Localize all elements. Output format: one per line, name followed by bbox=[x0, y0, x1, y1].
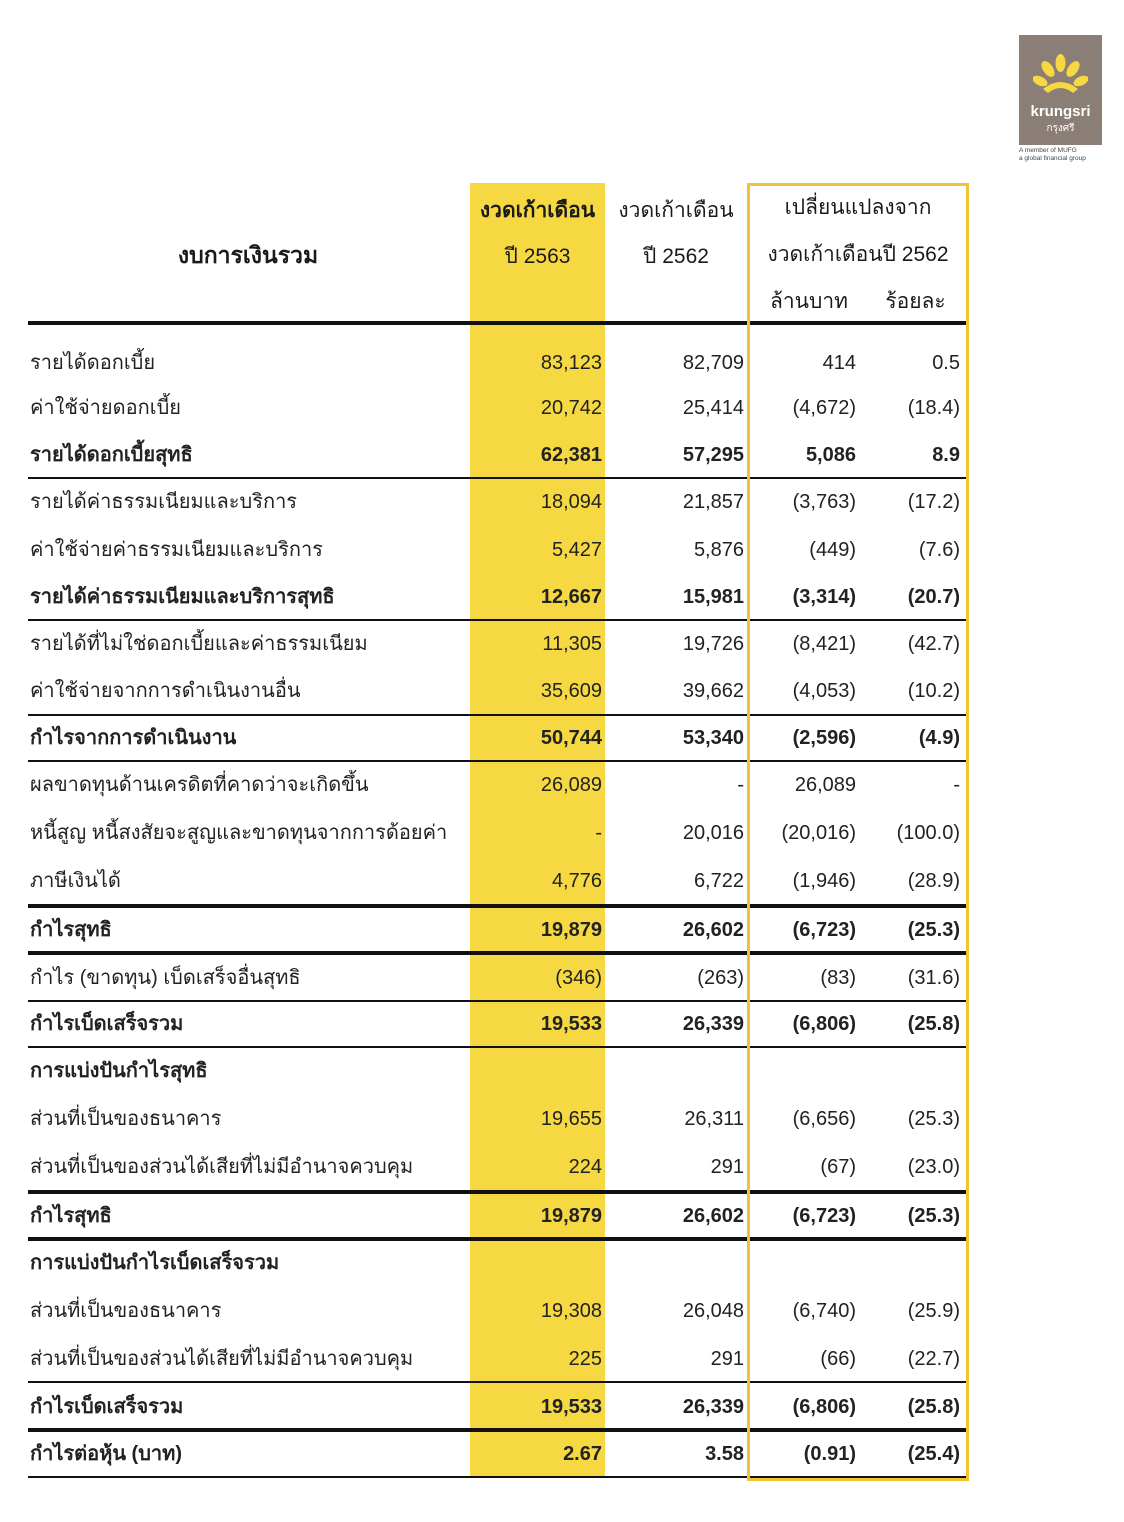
page-title: งบการเงินรวม bbox=[177, 242, 319, 268]
change-amount: (449) bbox=[809, 539, 856, 561]
row-divider bbox=[28, 1046, 966, 1048]
change-percent: 0.5 bbox=[932, 352, 960, 374]
value-2562: 26,602 bbox=[682, 1205, 744, 1227]
change-amount-header: ล้านบาท bbox=[770, 290, 848, 313]
change-percent: (25.4) bbox=[907, 1443, 960, 1465]
row-label: รายได้ที่ไม่ใช่ดอกเบี้ยและค่าธรรมเนียม bbox=[30, 633, 368, 655]
table-row bbox=[28, 676, 966, 706]
change-amount: 414 bbox=[822, 352, 856, 374]
table-row bbox=[28, 1201, 966, 1231]
table-row bbox=[28, 915, 966, 945]
table-row bbox=[28, 866, 966, 896]
table-row bbox=[28, 1104, 966, 1134]
value-2562: 5,876 bbox=[693, 539, 744, 561]
change-percent: (25.3) bbox=[907, 919, 960, 941]
row-divider bbox=[28, 904, 966, 908]
value-2563: 12,667 bbox=[540, 586, 602, 608]
change-percent: (25.9) bbox=[907, 1300, 960, 1322]
row-label: ผลขาดทุนด้านเครดิตที่คาดว่าจะเกิดขึ้น bbox=[30, 774, 369, 796]
change-percent: (17.2) bbox=[907, 491, 960, 513]
change-amount: (8,421) bbox=[792, 633, 856, 655]
col-2562-header-line1: งวดเก้าเดือน bbox=[618, 199, 734, 222]
change-percent: (25.8) bbox=[907, 1013, 960, 1035]
change-amount: (83) bbox=[820, 967, 856, 989]
table-row bbox=[28, 723, 966, 753]
row-divider bbox=[28, 951, 966, 955]
table-row bbox=[28, 1248, 966, 1278]
table-row bbox=[28, 629, 966, 659]
change-amount: (20,016) bbox=[781, 822, 856, 844]
table-row bbox=[28, 1009, 966, 1039]
table-row bbox=[28, 818, 966, 848]
logo-brand-text: krungsri bbox=[1030, 103, 1091, 120]
krungsri-emblem-icon bbox=[1033, 53, 1088, 101]
col-2563-header-line1: งวดเก้าเดือน bbox=[479, 199, 596, 222]
row-label: การแบ่งปันกำไรเบ็ดเสร็จรวม bbox=[30, 1252, 280, 1274]
value-2563: 83,123 bbox=[540, 352, 602, 374]
row-label: ค่าใช้จ่ายดอกเบี้ย bbox=[30, 397, 181, 419]
table-row bbox=[28, 1056, 966, 1086]
change-amount: (1,946) bbox=[792, 870, 856, 892]
row-label: รายได้ดอกเบี้ย bbox=[30, 352, 156, 374]
change-amount: (6,806) bbox=[792, 1396, 856, 1418]
value-2563: 18,094 bbox=[540, 491, 602, 513]
row-label: ส่วนที่เป็นของส่วนได้เสียที่ไม่มีอำนาจควบคุม bbox=[30, 1156, 414, 1178]
value-2563: 19,308 bbox=[540, 1300, 602, 1322]
value-2563: - bbox=[595, 822, 602, 844]
change-percent: (31.6) bbox=[907, 967, 960, 989]
change-header-line2: งวดเก้าเดือนปี 2562 bbox=[767, 243, 949, 266]
value-2563: 2.67 bbox=[563, 1443, 602, 1465]
change-percent: (23.0) bbox=[907, 1156, 960, 1178]
value-2563: 19,533 bbox=[540, 1396, 602, 1418]
value-2562: 82,709 bbox=[682, 352, 744, 374]
value-2563: 50,744 bbox=[540, 727, 602, 749]
change-amount: (67) bbox=[820, 1156, 856, 1178]
change-amount: (3,314) bbox=[792, 586, 856, 608]
logo-brand-thai: กรุงศรี bbox=[1046, 123, 1075, 134]
row-label: กำไรต่อหุ้น (บาท) bbox=[30, 1443, 182, 1465]
row-label: ค่าใช้จ่ายจากการดำเนินงานอื่น bbox=[30, 680, 301, 702]
change-amount: (6,723) bbox=[792, 1205, 856, 1227]
value-2563: 225 bbox=[568, 1348, 602, 1370]
change-amount: (6,723) bbox=[792, 919, 856, 941]
col-2563-header-line2: ปี 2563 bbox=[504, 245, 571, 268]
value-2563: 224 bbox=[568, 1156, 602, 1178]
table-row bbox=[28, 1439, 966, 1469]
table-row bbox=[28, 770, 966, 800]
row-label: ภาษีเงินได้ bbox=[30, 870, 121, 892]
change-header-line1: เปลี่ยนแปลงจาก bbox=[784, 196, 932, 219]
col-2562-header-line2: ปี 2562 bbox=[643, 245, 709, 268]
row-label: หนี้สูญ หนี้สงสัยจะสูญและขาดทุนจากการด้อยค่า bbox=[30, 822, 448, 844]
value-2563: 62,381 bbox=[540, 444, 602, 466]
row-label: รายได้ค่าธรรมเนียมและบริการสุทธิ bbox=[30, 586, 335, 608]
row-label: รายได้ค่าธรรมเนียมและบริการ bbox=[30, 491, 298, 513]
change-amount: (6,806) bbox=[792, 1013, 856, 1035]
change-percent: (10.2) bbox=[907, 680, 960, 702]
change-percent: (28.9) bbox=[907, 870, 960, 892]
change-percent: (25.8) bbox=[907, 1396, 960, 1418]
row-label: กำไร (ขาดทุน) เบ็ดเสร็จอื่นสุทธิ bbox=[30, 967, 301, 989]
table-row bbox=[28, 963, 966, 993]
row-label: กำไรสุทธิ bbox=[30, 1205, 112, 1227]
row-label: การแบ่งปันกำไรสุทธิ bbox=[30, 1060, 208, 1082]
value-2562: 26,048 bbox=[682, 1300, 744, 1322]
value-2562: 26,339 bbox=[682, 1013, 744, 1035]
value-2563: 26,089 bbox=[540, 774, 602, 796]
value-2562: 26,311 bbox=[684, 1108, 744, 1130]
value-2563: 19,533 bbox=[540, 1013, 602, 1035]
value-2562: 19,726 bbox=[682, 633, 744, 655]
value-2562: 39,662 bbox=[682, 680, 744, 702]
value-2562: (263) bbox=[697, 967, 744, 989]
row-divider bbox=[28, 714, 966, 716]
row-label: กำไรเบ็ดเสร็จรวม bbox=[30, 1396, 184, 1418]
change-percent: (4.9) bbox=[918, 727, 960, 749]
value-2562: 57,295 bbox=[682, 444, 744, 466]
change-amount: (6,656) bbox=[792, 1108, 856, 1130]
table-row bbox=[28, 348, 966, 378]
tagline-line-1: A member of MUFG bbox=[1019, 147, 1077, 154]
table-row bbox=[28, 487, 966, 517]
value-2562: - bbox=[737, 774, 744, 796]
row-label: ค่าใช้จ่ายค่าธรรมเนียมและบริการ bbox=[30, 539, 323, 561]
change-percent: (7.6) bbox=[918, 539, 960, 561]
value-2563: 19,879 bbox=[540, 919, 602, 941]
change-amount: (4,672) bbox=[792, 397, 856, 419]
change-amount: (0.91) bbox=[803, 1443, 856, 1465]
change-percent: (20.7) bbox=[907, 586, 960, 608]
row-label: ส่วนที่เป็นของส่วนได้เสียที่ไม่มีอำนาจควบคุม bbox=[30, 1348, 414, 1370]
row-divider bbox=[28, 1190, 966, 1194]
row-label: กำไรเบ็ดเสร็จรวม bbox=[30, 1013, 184, 1035]
table-row bbox=[28, 440, 966, 470]
row-label: รายได้ดอกเบี้ยสุทธิ bbox=[30, 444, 193, 466]
table-row bbox=[28, 1296, 966, 1326]
change-percent: (100.0) bbox=[896, 822, 960, 844]
change-percent: (25.3) bbox=[907, 1205, 960, 1227]
row-divider bbox=[28, 477, 966, 479]
change-percent: (25.3) bbox=[907, 1108, 960, 1130]
row-divider bbox=[28, 619, 966, 621]
value-2562: 6,722 bbox=[693, 870, 744, 892]
change-amount: (6,740) bbox=[792, 1300, 856, 1322]
change-amount: (3,763) bbox=[792, 491, 856, 513]
value-2562: 291 bbox=[710, 1156, 744, 1178]
value-2562: 291 bbox=[710, 1348, 744, 1370]
value-2562: 15,981 bbox=[682, 586, 744, 608]
tagline-line-2: a global financial group bbox=[1019, 155, 1086, 162]
change-percent: (22.7) bbox=[907, 1348, 960, 1370]
table-row bbox=[28, 393, 966, 423]
value-2563: 5,427 bbox=[551, 539, 602, 561]
row-label: ส่วนที่เป็นของธนาคาร bbox=[30, 1300, 222, 1322]
table-row bbox=[28, 1344, 966, 1374]
row-divider bbox=[28, 1428, 966, 1432]
table-row bbox=[28, 1152, 966, 1182]
value-2563: 19,879 bbox=[540, 1205, 602, 1227]
change-percent: (18.4) bbox=[907, 397, 960, 419]
value-2563: 19,655 bbox=[540, 1108, 602, 1130]
table-row bbox=[28, 582, 966, 612]
value-2563: 20,742 bbox=[540, 397, 602, 419]
table-row bbox=[28, 535, 966, 565]
change-amount: 26,089 bbox=[794, 774, 856, 796]
change-amount: (2,596) bbox=[792, 727, 856, 749]
row-divider bbox=[28, 1237, 966, 1241]
change-amount: 5,086 bbox=[805, 444, 856, 466]
logo-tagline bbox=[1019, 147, 1111, 163]
header-divider bbox=[28, 321, 966, 325]
change-percent: 8.9 bbox=[932, 444, 960, 466]
row-divider bbox=[28, 760, 966, 762]
change-percent-header: ร้อยละ bbox=[885, 290, 946, 313]
row-divider bbox=[28, 1381, 966, 1383]
value-2563: 11,305 bbox=[542, 633, 602, 655]
value-2562: 21,857 bbox=[682, 491, 744, 513]
value-2562: 25,414 bbox=[682, 397, 744, 419]
row-divider bbox=[28, 1476, 966, 1478]
value-2563: 4,776 bbox=[551, 870, 602, 892]
value-2562: 26,602 bbox=[682, 919, 744, 941]
row-divider bbox=[28, 1000, 966, 1002]
value-2563: (346) bbox=[555, 967, 602, 989]
change-amount: (66) bbox=[820, 1348, 856, 1370]
change-percent: (42.7) bbox=[907, 633, 960, 655]
value-2562: 3.58 bbox=[705, 1443, 744, 1465]
value-2562: 20,016 bbox=[682, 822, 744, 844]
value-2563: 35,609 bbox=[540, 680, 602, 702]
row-label: ส่วนที่เป็นของธนาคาร bbox=[30, 1108, 222, 1130]
change-percent: - bbox=[953, 774, 960, 796]
row-label: กำไรสุทธิ bbox=[30, 919, 112, 941]
change-amount: (4,053) bbox=[792, 680, 856, 702]
krungsri-logo bbox=[1019, 35, 1102, 145]
value-2562: 53,340 bbox=[682, 727, 744, 749]
row-label: กำไรจากการดำเนินงาน bbox=[30, 727, 237, 749]
value-2562: 26,339 bbox=[682, 1396, 744, 1418]
table-row bbox=[28, 1392, 966, 1422]
